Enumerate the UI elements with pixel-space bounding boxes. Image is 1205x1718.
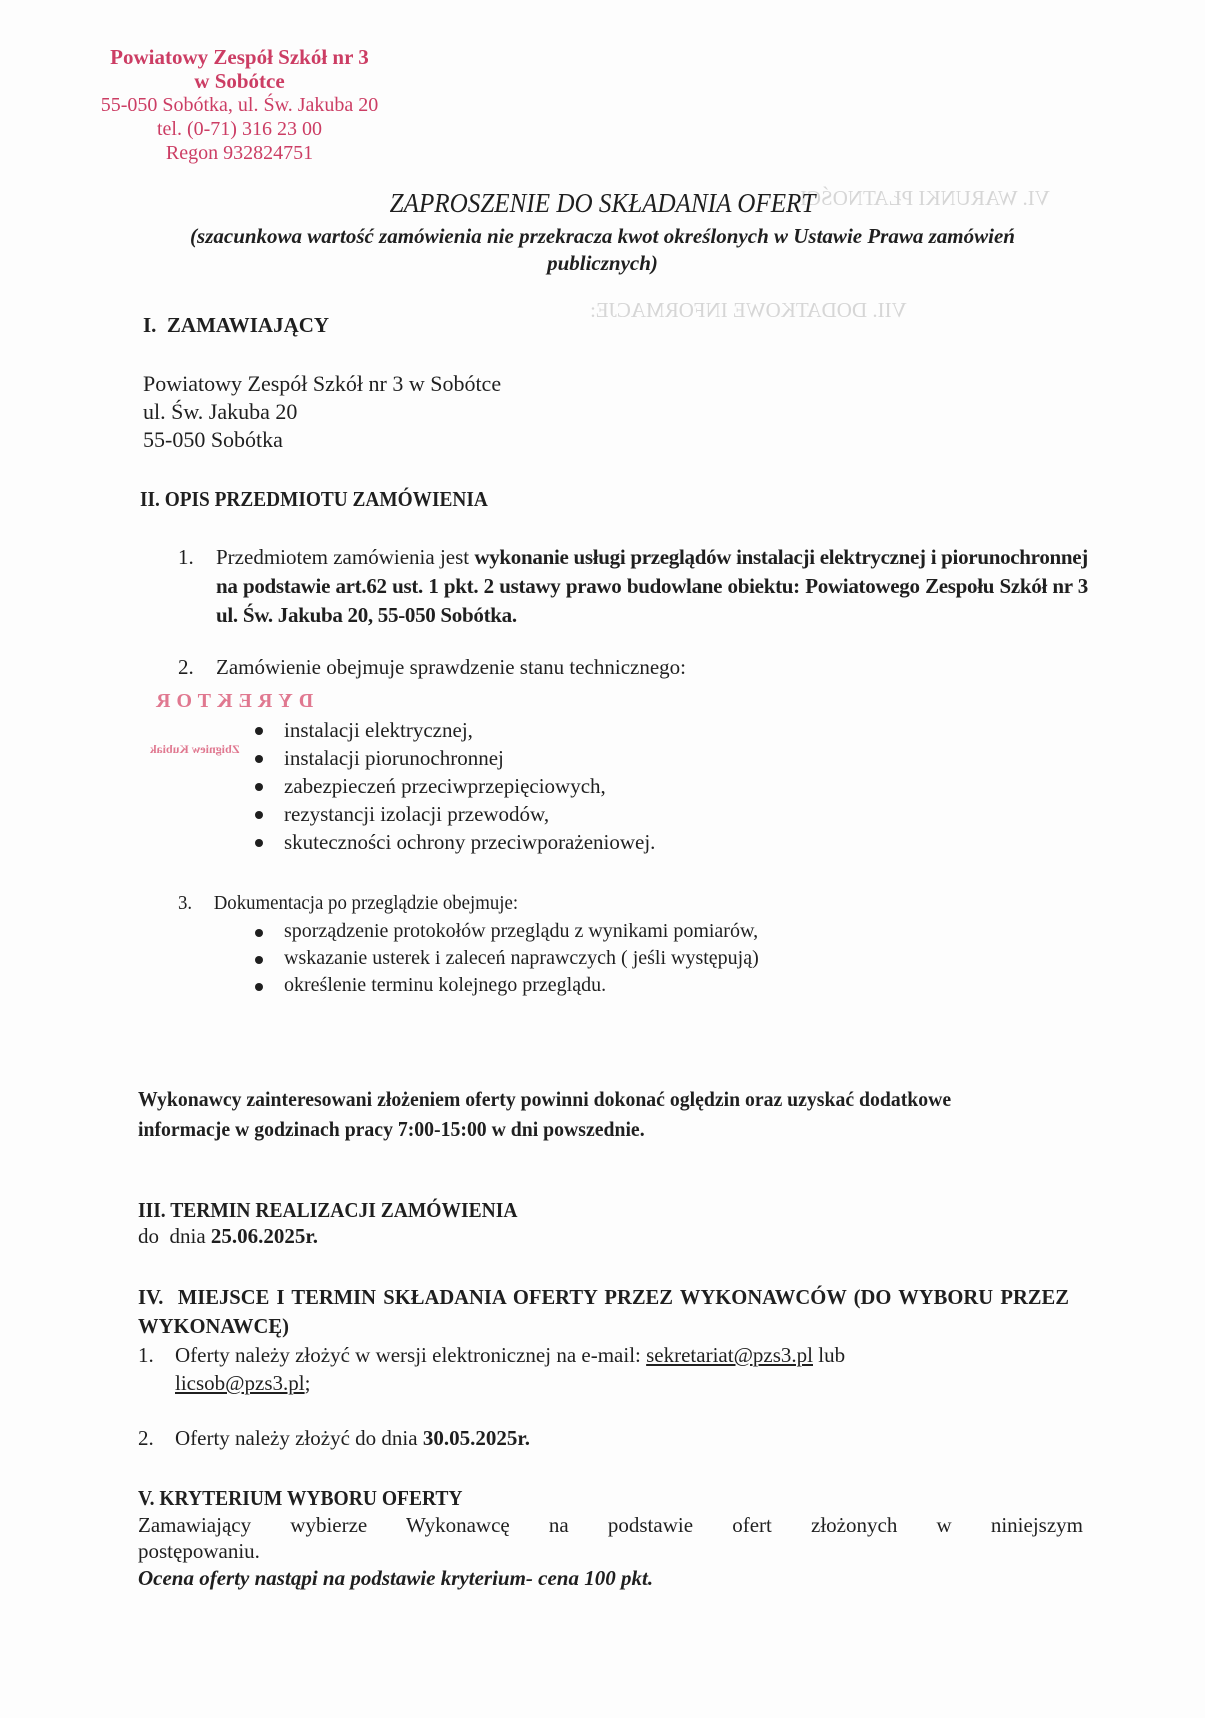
bullet-icon: [255, 839, 263, 847]
list-item: [252, 744, 655, 772]
item-number: 1.: [138, 1343, 154, 1367]
stamp-bleed-title: DYREKTOR: [150, 690, 314, 712]
list-item-text: sporządzenie protokołów przeglądu z wynikami pomiarów,: [284, 920, 759, 942]
bullet-icon: [255, 811, 263, 819]
list-item-text: rezystancji izolacji przewodów,: [284, 802, 550, 826]
offer-deadline-date: 30.05.2025r.: [422, 1426, 530, 1450]
item-number: 1.: [178, 545, 194, 569]
section-2-item-2: [178, 655, 686, 680]
letterhead-line: 55-050 Sobótka, ul. Św. Jakuba 20: [100, 94, 379, 116]
bullet-icon: [255, 929, 263, 937]
list-item: [252, 945, 759, 972]
item-text: Dokumentacja po przeglądzie obejmuje:: [213, 892, 519, 914]
letterhead-line: w Sobótce: [194, 69, 285, 93]
section-1-heading: I. ZAMAWIAJĄCY: [143, 313, 330, 337]
item-text: Oferty należy złożyć w wersji elektronicznej na e-mail:: [175, 1343, 647, 1367]
list-item: [252, 828, 655, 856]
list-item-text: instalacji elektrycznej,: [284, 718, 473, 742]
contracting-authority-address: [143, 370, 501, 454]
selection-text-line: postępowaniu.: [138, 1539, 260, 1563]
section-2-item-3: [178, 892, 518, 915]
letterhead-stamp: [62, 45, 417, 165]
document-title: ZAPROSZENIE DO SKŁADANIA OFERT: [389, 188, 816, 218]
letterhead-line: tel. (0-71) 316 23 00: [157, 118, 322, 140]
bullet-icon: [255, 783, 263, 791]
letterhead-line: Powiatowy Zespół Szkół nr 3: [110, 45, 369, 69]
section-4-item-1: [138, 1341, 1078, 1397]
technical-check-list: [252, 716, 655, 856]
list-item-text: zabezpieczeń przeciwprzepięciowych,: [284, 774, 606, 798]
selection-text-line: Zamawiający wybierze Wykonawcę na podstawie ofert złożonych w niniejszym: [138, 1513, 1083, 1537]
list-item-text: skuteczności ochrony przeciwporażeniowej.: [284, 830, 656, 854]
section-3-heading: III. TERMIN REALIZACJI ZAMÓWIENIA: [138, 1198, 518, 1222]
stamp-bleed-name: Zbigniew Kubiak: [150, 742, 240, 756]
address-line: Powiatowy Zespół Szkół nr 3 w Sobótce: [143, 371, 502, 396]
letterhead-line: Regon 932824751: [165, 142, 314, 164]
section-2-item-1: [178, 543, 1088, 630]
section-4-item-2: [138, 1426, 530, 1451]
bleed-through-text: VII. DODATKOWE INFORMACJE:: [590, 298, 907, 322]
item-text-bold: wykonanie usługi przeglądów instalacji elektrycznej i piorunochronnej na podstawie art.62 ust. 1 pkt. 2 ustawy prawo budowlane obiektu: Powiatowego Zespołu Szkół nr 3 ul. Św. Jakuba 20, 55-050 Sobótka.: [216, 545, 1088, 627]
deadline-prefix: do dnia: [138, 1224, 211, 1248]
item-text: ;: [304, 1371, 311, 1395]
item-number: 2.: [138, 1426, 154, 1450]
section-4-heading: IV. MIEJSCE I TERMIN SKŁADANIA OFERTY PRZEZ WYKONAWCÓW (DO WYBORU PRZEZ WYKONAWCĘ): [138, 1285, 1074, 1338]
title-block: [140, 188, 1065, 277]
completion-deadline: [138, 1224, 318, 1249]
item-text: Oferty należy złożyć do dnia: [175, 1426, 423, 1450]
bullet-icon: [255, 983, 263, 991]
email-link-licsob[interactable]: licsob@pzs3.pl: [175, 1371, 305, 1395]
document-subtitle: (szacunkowa wartość zamówienia nie przekracza kwot określonych w Ustawie Prawa zamówień publicznych): [190, 224, 1015, 275]
item-number: 2.: [178, 655, 194, 679]
item-text: Przedmiotem zamówienia jest: [216, 545, 475, 569]
item-text: Zamówienie obejmuje sprawdzenie stanu technicznego:: [216, 655, 686, 679]
list-item-text: określenie terminu kolejnego przeglądu.: [284, 974, 607, 996]
list-item-text: instalacji piorunochronnej: [284, 746, 504, 770]
email-link-sekretariat[interactable]: sekretariat@pzs3.pl: [646, 1343, 813, 1367]
address-line: ul. Św. Jakuba 20: [143, 399, 298, 424]
list-item: [252, 772, 655, 800]
inspection-notice: Wykonawcy zainteresowani złożeniem oferty powinni dokonać oględzin oraz uzyskać dodatkowe informacje w godzinach pracy 7:00-15:00 w dni powszednie.: [138, 1087, 952, 1141]
deadline-date: 25.06.2025r.: [210, 1224, 319, 1248]
address-line: 55-050 Sobótka: [143, 427, 283, 452]
list-item-text: wskazanie usterek i zaleceń naprawczych ( jeśli występują): [284, 947, 759, 969]
item-text: lub: [813, 1343, 846, 1367]
section-5-heading: V. KRYTERIUM WYBORU OFERTY: [138, 1486, 463, 1510]
list-item: [252, 918, 759, 945]
bullet-icon: [255, 956, 263, 964]
item-number: 3.: [178, 892, 193, 914]
list-item: [252, 972, 759, 999]
section-2-heading: II. OPIS PRZEDMIOTU ZAMÓWIENIA: [140, 487, 488, 511]
evaluation-criterion: Ocena oferty nastąpi na podstawie kryterium- cena 100 pkt.: [138, 1566, 654, 1590]
bleed-through-text: VI. WARUNKI PŁATNOŚCI: [800, 186, 1050, 210]
documentation-list: [252, 918, 759, 999]
bullet-icon: [255, 755, 263, 763]
list-item: [252, 716, 655, 744]
list-item: [252, 800, 655, 828]
bullet-icon: [255, 727, 263, 735]
